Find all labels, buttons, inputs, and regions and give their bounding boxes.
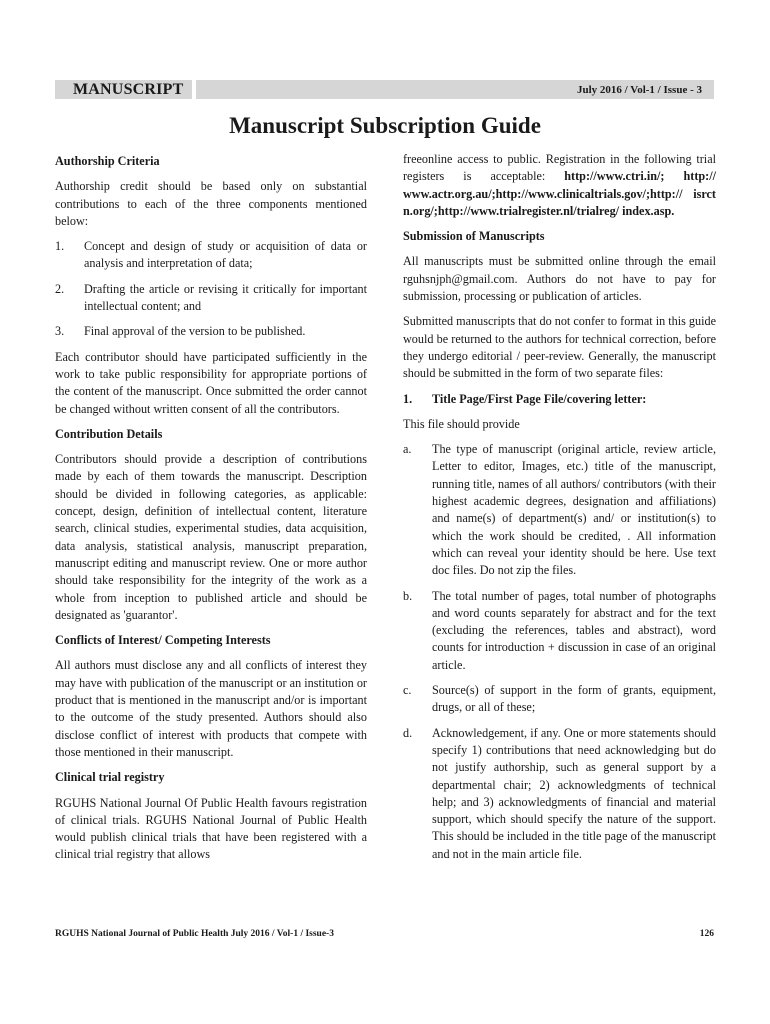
trial-registry-links[interactable]: http://www.ctri.in/; http:// www.actr.org.au/;http://www.clinicaltrials.gov/;http:// isrct n.org/;http://www.trialregister.nl/trialreg/ index.asp. [403,169,716,218]
section-label: MANUSCRIPT [73,81,184,98]
criteria-text: Drafting the article or revising it critically for important intellectual content; and [84,281,367,314]
criteria-marker: 2. [55,281,65,296]
issue-header [196,80,714,99]
criteria-text: Concept and design of study or acquisition of data or analysis and interpretation of data; [84,239,367,271]
criteria-marker: 3. [55,324,65,339]
contribution-heading: Contribution Details [55,426,163,441]
sub-item-marker: b. [403,588,413,603]
title-page-item [403,391,716,408]
submission-paragraph-1: All manuscripts must be submitted online through the email rguhsnjph@gmail.com. Authors do not have to pay for submission, processing or publication of articles. [403,254,716,304]
sub-item-marker: c. [403,683,412,698]
sub-item-text: Acknowledgement, if any. One or more statements should specify 1) contributions that need acknowledging but do not justify authorship, such as general support by a departmental chair; 2) acknowledgments of technical help; and 3) acknowledgments of financial and material support, which should specify the nature of the support. This should be included in the title page of the manuscript and not in the main article file. [432,725,716,861]
trial-paragraph: RGUHS National Journal Of Public Health favours registration of clinical trials. RGUHS National Journal of Public Health would publish clinical trials that have been registered with a clinical trial registry that allows [55,795,367,862]
criteria-marker: 1. [55,239,65,254]
criteria-item [55,238,367,273]
sub-item-marker: a. [403,442,412,457]
title-page-text: Title Page/First Page File/covering letter: [432,391,647,406]
section-header [55,80,192,99]
sub-item-text: The type of manuscript (original article, review article, Letter to editor, Images, etc.) title of the manuscript, running title, names of all authors/ contributors (with their highest academic degrees, designation and affiliations) and name(s) of department(s) and/ or institution(s) to which the work should be credited, . All information which can reveal your identity should be here. Use text doc files. Do not zip the files. [432,442,716,578]
sub-item [403,682,716,717]
criteria-item [55,281,367,316]
issue-label: July 2016 / Vol-1 / Issue - 3 [577,84,702,96]
sub-item [403,725,716,863]
conflicts-heading: Conflicts of Interest/ Competing Interests [55,633,271,648]
submission-paragraph-2: Submitted manuscripts that do not confer to format in this guide would be returned to the authors for technical correction, before they undergo editorial / peer-review. Generally, the manuscript should be submitted in the form of two separate files: [403,314,716,381]
file-should-provide: This file should provide [403,416,520,431]
left-column [55,151,367,872]
authorship-heading: Authorship Criteria [55,154,160,168]
criteria-text: Final approval of the version to be published. [84,324,306,339]
conflicts-paragraph: All authors must disclose any and all conflicts of interest they may have with publication of the manuscript or an institution or product that is mentioned in the manuscript and/or is important to the outcome of the study presented. Authors should also disclose conflict of interest with products that compete with those mentioned in their manuscript. [55,658,367,759]
footer-journal: RGUHS National Journal of Public Health July 2016 / Vol-1 / Issue-3 [55,929,334,939]
trial-continuation-text: freeonline access to public. Registration in the following trial registers is acceptable: [403,152,716,184]
trial-continuation [403,151,716,220]
sub-item [403,441,716,579]
sub-item-text: The total number of pages, total number of photographs and word counts separately for abstract and for the text (excluding the references, tables and abstract), word counts for introduction + discussion in case of an original article. [432,588,716,672]
sub-item [403,588,716,674]
criteria-item [55,323,367,340]
submission-heading: Submission of Manuscripts [403,229,545,244]
page-title: Manuscript Subscription Guide [229,113,541,138]
contribution-paragraph: Contributors should provide a description of contributions made by each of them towards the manuscript. Description should be divided in following categories, as applicable: concept, design, definition of intellectual content, literature search, clinical studies, experimental studies, data acquisition, data analysis, statistical analysis, manuscript preparation, manuscript editing and manuscript review. One or more author should take responsibility for the integrity of the work as a whole from inception to published article and should be designated as 'guarantor'. [55,452,367,622]
authorship-paragraph: Each contributor should have participated sufficiently in the work to take public responsibility for appropriate portions of the content of the manuscript. Once submitted the order cannot be changed without written consent of all the contributors. [55,349,367,416]
authorship-intro: Authorship credit should be based only on substantial contributions to each of the three components mentioned below: [55,179,367,228]
right-column [403,151,716,871]
sub-item-marker: d. [403,725,413,740]
trial-heading: Clinical trial registry [55,770,165,785]
sub-item-text: Source(s) of support in the form of grants, equipment, drugs, or all of these; [432,683,716,715]
page-number: 126 [699,929,714,939]
title-page-marker: 1. [403,391,413,406]
